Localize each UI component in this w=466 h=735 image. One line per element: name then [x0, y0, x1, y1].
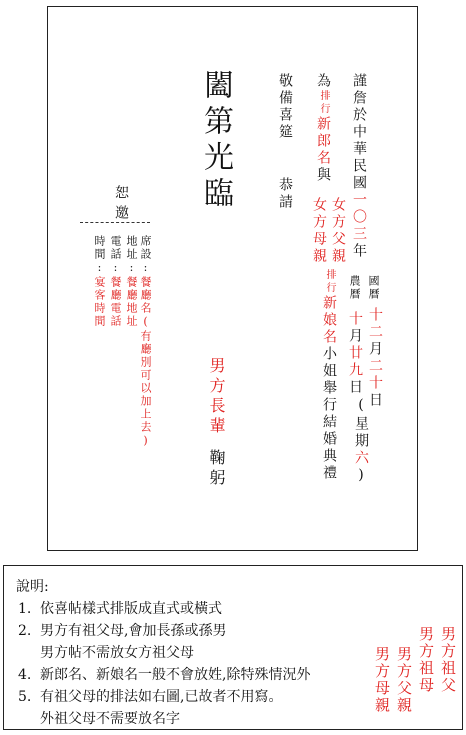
lunar-date-label — [349, 275, 360, 301]
venue-phone-column — [110, 235, 121, 328]
note-text: 有祖父母的排法如右圖,已故者不用寫。 — [40, 689, 283, 705]
tree-father — [396, 646, 411, 714]
venue-time-column — [94, 235, 105, 328]
host-bow — [208, 449, 224, 489]
tree-father-text: 男方父親 — [395, 646, 413, 714]
venue-hall-column — [140, 235, 151, 449]
venue-time-value: 宴客時間 — [93, 276, 106, 328]
venue-hall-name: 餐廳名 — [139, 276, 152, 315]
colon: : — [139, 261, 152, 276]
tree-grandfather — [440, 626, 455, 694]
venue-hall-label: 席設 — [139, 235, 152, 261]
tree-mother-text: 男方母親 — [373, 646, 391, 714]
weekday-value: 六 — [353, 450, 369, 467]
ornament-divider — [80, 222, 150, 224]
banquet-text: 敬備喜筵 — [277, 73, 293, 141]
venue-phone-value: 餐廳電話 — [109, 276, 122, 328]
colon: : — [125, 261, 138, 276]
note-text: 男方有祖父母,會加長孫或孫男 — [40, 623, 227, 639]
bride-father — [331, 197, 345, 265]
ceremony-text: 小姐舉行結婚典禮 — [321, 346, 337, 482]
please-text: 恭請 — [277, 177, 293, 211]
note-line-1 — [18, 598, 222, 618]
lunar-label: 農曆 — [348, 275, 361, 301]
solar-day: 二十 — [367, 358, 383, 392]
groom-column — [316, 73, 330, 184]
groom-name: 新郎名 — [315, 116, 331, 167]
year-label: 年 — [351, 243, 367, 260]
tree-grandmother — [418, 626, 433, 694]
bride-mother-text: 女方母親 — [311, 197, 327, 265]
solar-date-column — [368, 275, 379, 301]
weekday-column — [354, 397, 368, 486]
note-number: 4. — [18, 667, 32, 683]
note-line-2 — [18, 620, 226, 640]
bride-father-text: 女方父親 — [330, 197, 346, 265]
note-line-4 — [18, 664, 310, 684]
notes-heading: 說明: — [16, 579, 49, 595]
venue-time-label: 時間 — [93, 235, 106, 261]
lunar-day: 廿九 — [347, 345, 363, 379]
bow-text: 鞠躬 — [207, 449, 226, 489]
colon: : — [109, 261, 122, 276]
decline-char: 恕 — [113, 185, 129, 202]
note-number: 2. — [18, 623, 32, 639]
welcome-text — [198, 69, 233, 213]
solar-month: 十二 — [367, 307, 383, 341]
groom-rank: 排行 — [318, 90, 329, 116]
wei-char: 為 — [315, 73, 331, 90]
invitation-card — [47, 6, 418, 551]
note-text: 外祖父母不需要放名字 — [40, 711, 180, 727]
yu-char: 與 — [315, 167, 331, 184]
solar-label: 國曆 — [367, 275, 380, 301]
lunar-month: 十 — [347, 311, 363, 328]
venue-phone-label: 電話 — [109, 235, 122, 261]
solar-date-values — [368, 307, 382, 409]
host-label — [208, 357, 224, 437]
solar-month-label: 月 — [367, 341, 383, 358]
note-text: 依喜帖樣式排版成直式或橫式 — [40, 601, 222, 617]
notes-panel — [3, 565, 463, 730]
weekday-open: (星期 — [353, 397, 369, 450]
weekday-close: ) — [353, 467, 369, 486]
venue-hall-note: (有廳別可以加上去) — [139, 315, 152, 449]
lunar-day-label: 日 — [347, 379, 363, 396]
bride-name: 新娘名 — [321, 295, 337, 346]
host-name: 男方長輩 — [207, 357, 226, 437]
invite-please — [278, 177, 292, 211]
date-year-column — [352, 73, 366, 260]
note-text: 新郎名、新娘名一般不會放姓,除特殊情況外 — [40, 667, 311, 683]
note-number: 1. — [18, 601, 32, 617]
lunar-date-values — [348, 311, 362, 396]
note-number: 5. — [18, 689, 32, 705]
tree-mother — [374, 646, 389, 714]
tree-grandfather-text: 男方祖父 — [439, 626, 457, 694]
solar-day-label: 日 — [367, 392, 383, 409]
lunar-month-label: 月 — [347, 328, 363, 345]
venue-address-value: 餐廳地址 — [125, 276, 138, 328]
bride-column — [322, 269, 336, 482]
venue-address-column — [126, 235, 137, 328]
bride-rank: 排行 — [324, 269, 335, 295]
colon: : — [93, 261, 106, 276]
year-number: 一〇三 — [351, 192, 367, 243]
date-prefix: 謹詹於中華民國 — [351, 73, 367, 192]
invite-decline-1 — [114, 185, 128, 202]
note-line-5 — [18, 686, 282, 706]
welcome-phrase: 闔第光臨 — [198, 69, 233, 213]
note-text: 男方帖不需放女方祖父母 — [40, 645, 194, 661]
banquet-column — [278, 73, 292, 141]
invite-decline-2 — [114, 205, 128, 222]
tree-grandmother-text: 男方祖母 — [417, 626, 435, 694]
note-line-6 — [18, 708, 180, 728]
bride-mother — [312, 197, 326, 265]
invite-char: 邀 — [113, 205, 129, 222]
note-line-3 — [18, 642, 194, 662]
venue-address-label: 地址 — [125, 235, 138, 261]
